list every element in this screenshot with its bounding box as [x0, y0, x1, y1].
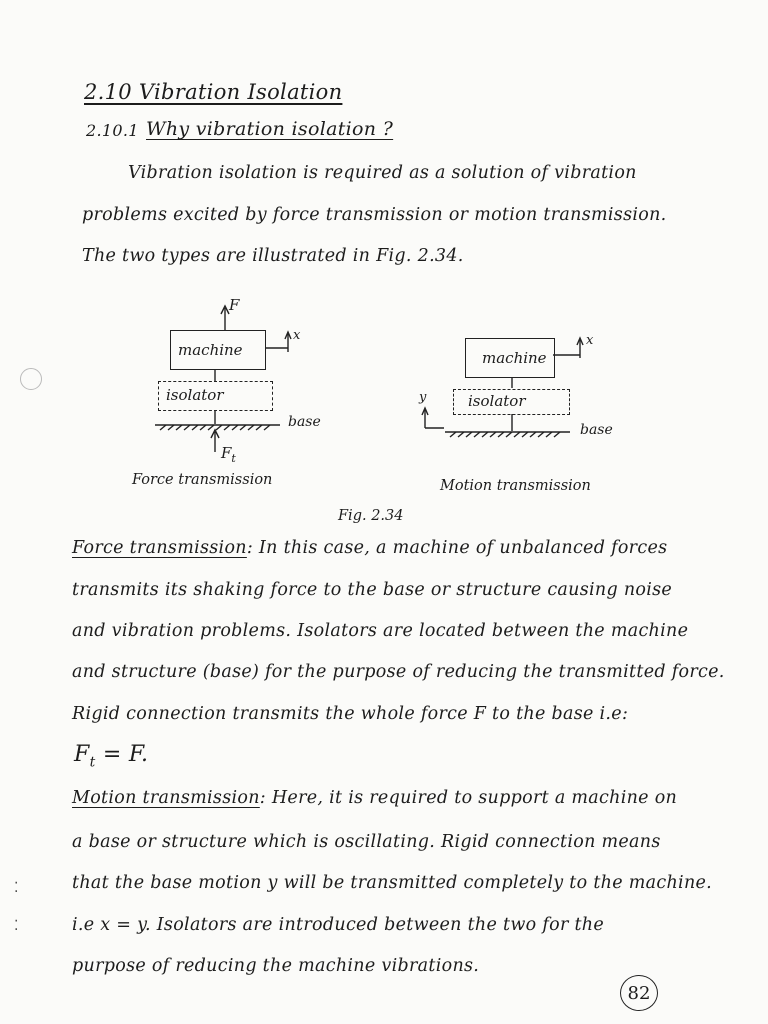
motion-paragraph-line: purpose of reducing the machine vibrations.	[72, 956, 480, 976]
motion-caption: Motion transmission	[440, 478, 591, 494]
base-label: base	[288, 414, 321, 430]
force-paragraph-line: Rigid connection transmits the whole force F to the base i.e:	[72, 704, 629, 724]
isolator-label: isolator	[166, 386, 224, 404]
force-paragraph-line: Force transmission: In this case, a machine of unbalanced forces	[72, 538, 668, 558]
intro-line: Vibration isolation is required as a solution of vibration	[128, 163, 637, 183]
subsection-title: Why vibration isolation ?	[146, 118, 394, 140]
page-number: 82	[620, 975, 658, 1011]
displacement-label: x	[586, 333, 594, 348]
machine-label: machine	[482, 349, 547, 367]
motion-term: Motion transmission	[72, 788, 260, 808]
motion-paragraph-line: a base or structure which is oscillating. Rigid connection means	[72, 832, 661, 852]
intro-line: The two types are illustrated in Fig. 2.34.	[82, 246, 464, 266]
machine-label: machine	[178, 341, 243, 359]
isolator-label: isolator	[468, 392, 526, 410]
motion-paragraph-line: Motion transmission: Here, it is required to support a machine on	[72, 788, 678, 808]
force-paragraph-line: transmits its shaking force to the base or structure causing noise	[72, 580, 673, 600]
figure-caption: Fig. 2.34	[338, 508, 404, 524]
margin-mark: ⁚	[14, 918, 19, 934]
base-displacement-label: y	[419, 390, 427, 405]
motion-paragraph-line: i.e x = y. Isolators are introduced between the two for the	[72, 915, 605, 935]
force-term: Force transmission	[72, 538, 247, 558]
margin-mark: ⁚	[14, 880, 19, 896]
force-paragraph-line: and vibration problems. Isolators are located between the machine	[72, 621, 689, 641]
force-label: F	[229, 296, 240, 314]
displacement-label: x	[293, 328, 301, 343]
transmitted-force-label: $F_t$	[221, 444, 236, 465]
subsection-number: 2.10.1	[86, 121, 139, 140]
motion-paragraph-line: that the base motion y will be transmitted completely to the machine.	[72, 873, 713, 893]
section-heading: 2.10 Vibration Isolation	[84, 80, 343, 104]
intro-line: problems excited by force transmission or motion transmission.	[82, 205, 667, 225]
equation: $F_t = F$.	[74, 742, 149, 771]
force-caption: Force transmission	[132, 472, 273, 488]
base-label: base	[580, 422, 613, 438]
force-paragraph-line: and structure (base) for the purpose of reducing the transmitted force.	[72, 662, 725, 682]
